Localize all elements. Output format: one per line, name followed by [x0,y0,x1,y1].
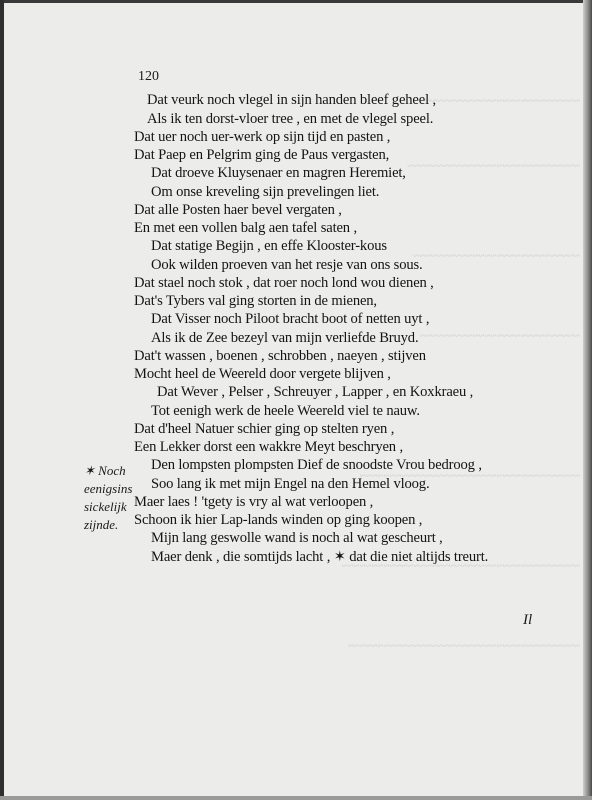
poem-line: En met een vollen balg aen tafel saten , [134,220,357,236]
poem-line: Dat alle Posten haer bevel vergaten , [134,202,342,218]
margin-note-line: ✶ Noch [84,463,126,478]
poem-line: Dat uer noch uer-werk op sijn tijd en pasten , [134,129,391,145]
poem-line: Een Lekker dorst een wakkre Meyt beschryen , [134,439,403,455]
poem-line: Dat Wever , Pelser , Schreuyer , Lapper , en Koxkraeu , [157,384,474,400]
poem-line: Tot eenigh werk de heele Weereld viel te nauw. [151,403,420,419]
poem-line: Ook wilden proeven van het resje van ons sous. [151,257,423,273]
poem-line: Dat veurk noch vlegel in sijn handen bleef geheel , [147,92,436,108]
poem-line: Schoon ik hier Lap-lands winden op ging koopen , [134,512,423,528]
poem-line: Maer denk , die somtijds lacht , ✶ dat die niet altijds treurt. [151,549,489,565]
catchword: Il [523,612,533,628]
scan-border-top [0,0,592,3]
margin-note-line: zijnde. [84,517,119,532]
scan-border-left [0,0,4,800]
poem-line: Den lompsten plompsten Dief de snoodste Vrou bedroog , [151,457,482,473]
margin-note-line: sickelijk [84,499,127,514]
margin-note-line: eenigsins [84,481,133,496]
poem-line: Om onse kreveling sijn prevelingen liet. [151,184,380,200]
page-number: 120 [138,69,159,84]
poem-line: Dat d'heel Natuer schier ging op stelten ryen , [134,421,395,437]
poem-line: Maer laes ! 'tgety is vry al wat verloopen , [134,494,374,510]
book-page: ~~~~~~~~~~~~~~~~~~~~~~~~~~ ~~~~~~~~~~~~~~~~~~~~~~~~~~~~~ ~~~~~~~~~~~~~~~~~~~~~~~~~~~~ ~~~~~~~~~~~~~~~~~~~~~~~~~~~ ~~~~~~~~~~~~~~~~~~~~~~~~~~~~~~~~~~~~~ ~~~~~~~~~~~~~~~~~~~~~~~~~~~~~~~~~~~~~~~~ ~~~~~~~~~~~~~~~~~~~~~~~~~~~~~~~~~~~~~~~ 120 Dat veurk noch vlegel in sijn handen bleef geheel , Als ik ten dorst-vloer tree , en met de vlegel speel. Dat uer noch uer-werk op sijn tijd en pasten , Dat Paep en Pelgrim ging de Paus vergasten, Dat droeve Kluysenaer en magren Heremiet, Om onse kreveling sijn prevelingen liet. Dat alle Posten haer bevel vergaten , En met een vollen balg aen tafel saten , Dat statige Begijn , en effe Klooster-kous Ook wilden proeven van het resje van ons sous. Dat stael noch stok , dat roer noch lond wou dienen , Dat's Tybers val ging storten in de mienen, Dat Visser noch Piloot bracht boot of netten uyt , Als ik de Zee bezeyl van mijn verliefde Bruyd. Dat't wassen , boenen , schrobben , naeyen , stijven Mocht heel de Weereld door vergete blijven , Dat Wever , Pelser , Schreuyer , Lapper , en Koxkraeu , Tot eenigh werk de heele Weereld viel te nauw. Dat d'heel Natuer schier ging op stelten ryen , Een Lekker dorst een wakkre Meyt beschryen , Den lompsten plompsten Dief de snoodste Vrou bedroog , Soo lang ik met mijn Engel na den Hemel vloog. Maer laes ! 'tgety is vry al wat verloopen , Schoon ik hier Lap-lands winden op ging koopen , Mijn lang geswolle wand is noch al wat gescheurt , Maer denk , die somtijds lacht , ✶ dat die niet altijds treurt. ✶ Noch eenigsins sickelijk zijnde. Il [0,0,592,800]
scan-border-bottom [0,796,592,800]
poem-line: Mijn lang geswolle wand is noch al wat gescheurt , [151,530,443,546]
poem-line: Dat's Tybers val ging storten in de mienen, [134,293,377,309]
poem-line: Als ik ten dorst-vloer tree , en met de vlegel speel. [147,111,434,127]
poem-line: Mocht heel de Weereld door vergete blijven , [134,366,391,382]
page-edge-shadow [583,0,592,800]
poem-line: Dat droeve Kluysenaer en magren Heremiet, [151,165,406,181]
poem-line: Als ik de Zee bezeyl van mijn verliefde Bruyd. [151,330,419,346]
poem-line: Dat Paep en Pelgrim ging de Paus vergasten, [134,147,390,163]
poem-line: Dat statige Begijn , en effe Klooster-kous [151,238,387,254]
poem-line: Dat't wassen , boenen , schrobben , naeyen , stijven [134,348,426,364]
margin-note [84,462,144,534]
poem-line: Dat stael noch stok , dat roer noch lond wou dienen , [134,275,434,291]
poem-line: Soo lang ik met mijn Engel na den Hemel vloog. [151,476,430,492]
poem-line: Dat Visser noch Piloot bracht boot of netten uyt , [151,311,430,327]
